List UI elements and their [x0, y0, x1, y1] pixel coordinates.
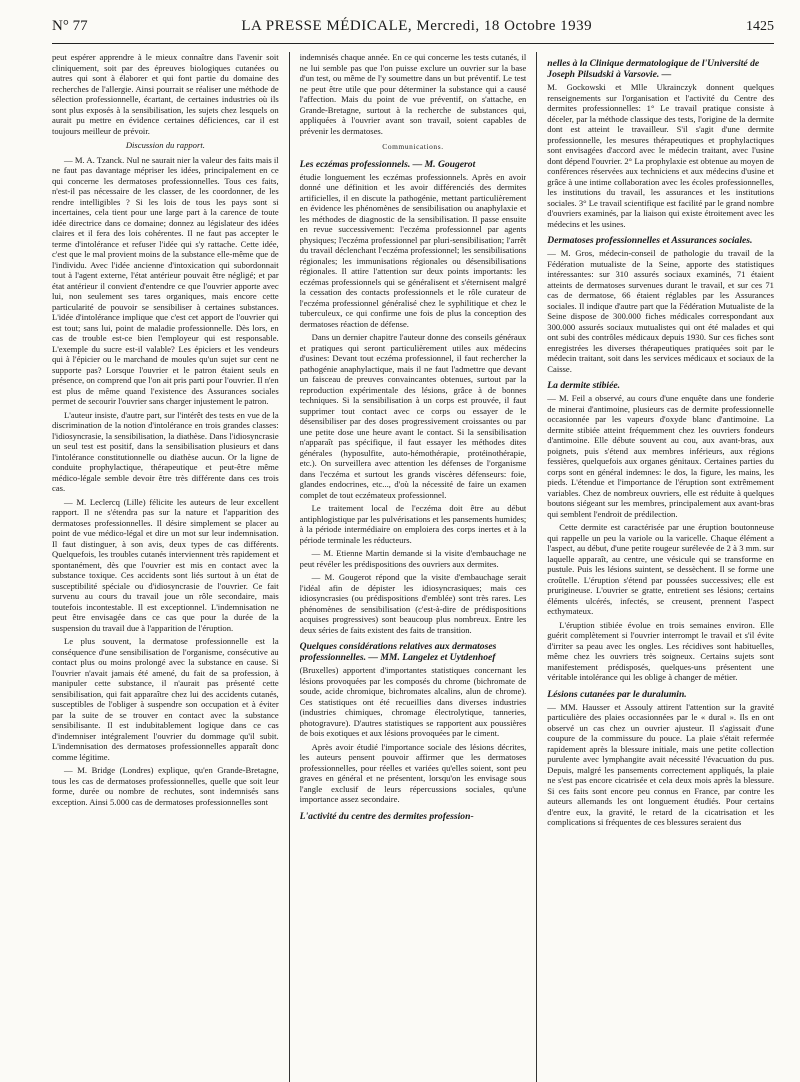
column-1 [52, 52, 279, 1082]
paragraph: Après avoir étudié l'importance sociale des lésions décrites, les auteurs pensent pouvoir affirmer que les dermatoses professionnelles, pour réelles et variées qu'elles soient, sont peu graves en général et ne présentent, lorsqu'on les envisage sous l'angle exclusif de leurs répercussions sociales, qu'une importance assez secondaire. [299, 741, 527, 804]
section-subheading: Communications. [382, 142, 444, 151]
paragraph: Dans un dernier chapitre l'auteur donne des conseils généraux et pratiques qui seront particulièrement utiles aux médecins d'usines: Devant tout eczéma professionnel, il faut rechercher la pathogénie anaphylactique, mais il ne faut l'admettre que devant un faisceau de preuves convaincantes obtenues, surtout par la reproduction expérimentale des lésions, grâce à de bonnes techniques. Si la sensibilisation à un corps est prouvée, il faut supprimer tout contact avec ce corps ou essayer de le désensibiliser par des doses progressivement croissantes ou par une petite dose une heure avant le contact. Si la sensibilisation n'apparaît pas spécifique, il faut essayer les méthodes dites générales (hyposulfite, auto-hémothérapie, protéinothérapie, etc.). On surveillera avec attention les défenses de l'organisme dans l'eczéma et surtout les grands viscères défenseurs: foie, glandes endocrines, etc..., d'où la nécessité de faire un examen complet de tout eczémateux professionnel. [299, 332, 527, 500]
article-heading: La dermite stibiée. [547, 380, 621, 391]
paragraph: — M. Bridge (Londres) explique, qu'en Grande-Bretagne, tous les cas de dermatoses professionnelles, quelle que soit leur forme, durée ou nombre de rechutes, sont indemnisés sans exception. Ainsi 5.000 cas de dermatoses professionnelles sont [52, 765, 279, 807]
paragraph: — M. Leclercq (Lille) félicite les auteurs de leur excellent rapport. Il ne s'étendra pas sur la nature et l'apparition des dermatoses professionnelles. Il désire simplement se placer au point de vue médico-légal et dire un mot sur leur indemnisation. Il faut distinguer, à son avis, deux types de cas différents. Quelquefois, les troubles cutanés interviennent très rapidement et spontanément, dès que l'ouvrier est mis en contact avec la substance toxique. Ces accidents sont liés surtout à un état de susceptibilité spéciale ou d'idiosyncrasie de l'ouvrier. Ce fait survenu au cours du travail joue un rôle secondaire, mais toutefois incontestable. Il est exceptionnel. L'indemnisation ne peut être envisagée dans ce cas que pour la durée de la suspension du travail due à l'apparition de l'éruption. [52, 496, 279, 633]
article-heading: L'activité du centre des dermites profession- [299, 810, 474, 822]
paragraph: — M. A. Tzanck. Nul ne saurait nier la valeur des faits mais il ne faut pas davantage mépriser les idées, principalement en ce qui concerne les dermatoses professionnelles. Tous ces faits, n'est-il pas nécessaire de les classer, de les coordonner, de les rendre intelligibles ? Si les lois de tous les pays sont si incertaines, cela tient pour une large part à la carence de toute idée directrice dans ce domaine; donnez au législateur des idées claires et il fera des lois cohérentes. Il ne faut pas accepter le terme d'intolérance et refuser l'idée qui s'y rattache. Cette idée, c'est que le mal provient moins de la substance elle-même que de l'individu. Avec l'idée ancienne d'intoxication qui subordonnait tout à l'agent externe, l'état antérieur pouvait être négligé; et par état antérieur il convient d'entendre ce que l'ouvrier apporte avec lui, non seulement ses tares organiques, mais encore cette particularité de pouvoir se sensibiliser à certaines substances. L'idée d'intolérance implique que c'est cet apport de l'ouvrier qui est tout; sans lui, point de maladie professionnelle. Dès lors, en cas de trouble est-ce bien l'employeur qui est responsable. L'exemple du sucre est-il valable? Les épiciers et les vendeurs qui à l'épicier ou le marchand de moules qu'un sujet sur cent ne supporte pas? Lorsque l'ouvrier et le patron étaient seuls en présence, on comprend que l'on ait pris parti pour l'ouvrier. Il n'en est plus de même quand l'existence des Assurances sociales permet de secourir l'ouvrier sans charger injustement le patron. [52, 154, 279, 406]
article-heading: nelles à la Clinique dermatologique de l'Université de Joseph Pilsudski à Varsovie. — [547, 58, 760, 80]
article-heading: Dermatoses professionnelles et Assurances sociales. [547, 235, 753, 246]
paragraph: étudie longuement les eczémas professionnels. Après en avoir donné une définition et les avoir différenciés des dermites artificielles, il en discute la pathogénie, mettant particulièrement en évidence les phénomènes de sensibilisation ou anaphylaxie et les méthodes de diagnostic de la sensibilisation. Il passe ensuite en revue successivement: l'eczéma professionnel par agents physiques; l'eczéma professionnel par pluri-sensibilisation; l'arrêt du travail déclenchant l'eczéma professionnel; les sensibilisations régionales; les immunisations régionales ou désensibilisations régionales. Il attire l'attention sur deux points importants: les eczémas professionnels qui se généralisent et s'éternisent malgré la cessation des contacts professionnels et le rôle curateur de l'eczéma professionnel généralisé chez le syphilitique et chez le tuberculeux, ce qui confirme une fois de plus la conception des dermatoses réaction de défense. [299, 171, 527, 329]
article-heading: Quelques considérations relatives aux dermatoses professionnelles. — MM. Langelez et Uytdenhoef [299, 641, 497, 663]
page-header [52, 18, 774, 44]
paragraph: — M. Gros, médecin-conseil de pathologie du travail de la Fédération mutualiste de la Seine, apporte des statistiques intéressantes: sur 310 assurés sociaux examinés, 71 étaient atteints de dermatoses survenues durant le travail, et sur ces 71 cas de dermatose, 66 étaient réglables par les Assurances sociales. Il indique d'autre part que la Fédération Mutualiste de la Seine dispose de 300.000 fiches médicales correspondant aux 300.000 assurés sociaux mutualistes qui ont été malades et qui ont subi des contrôles médicaux depuis 1930. Sur ces fiches sont enregistrées les diverses thérapeutiques pratiquées soit par le médecin traitant, soit dans les services médicaux et sociaux de la Caisse. [547, 248, 774, 374]
paragraph: — M. Etienne Martin demande si la visite d'embauchage ne peut révéler les prédispositions des ouvriers aux dermites. [299, 548, 527, 569]
column-2 [300, 52, 527, 1082]
masthead-title: LA PRESSE MÉDICALE, Mercredi, 18 Octobre 1939 [241, 18, 593, 34]
columns [52, 52, 774, 1082]
paragraph: indemnisés chaque année. En ce qui concerne les tests cutanés, il ne lui semble pas que l'on puisse exclure un ouvrier sur la base d'un test, ou même de l'y soumettre dans un but préventif. Le test ne peut être utile que pour déterminer la substance qui a causé l'affection. Mais du point de vue préventif, on s'attache, en Grande-Bretagne, surtout à la recherche de substances qui, appliquées à l'ouvrier avant son travail, soient capables de prévenir les dermatoses. [299, 52, 527, 136]
column-3 [547, 52, 774, 1082]
paragraph: L'éruption stibiée évolue en trois semaines environ. Elle guérit complètement si l'ouvrier interrompt le travail et s'il évite d'irriter sa peau avec les ongles. Les récidives sont habituelles, même chez les ouvriers très soigneux. Certains sujets sont manifestement prédisposés, quelques-uns présentent une véritable intolérance qui les oblige à changer de métier. [547, 619, 774, 682]
issue-number: N° 77 [52, 18, 88, 34]
paragraph: peut espérer apprendre à le mieux connaître dans l'avenir soit cliniquement, soit par des épreuves biologiques cutanées ou autres qui sont à élaborer et qui font partie du domaine des recherches de l'allergie. Ainsi pourrait se réaliser une méthode de sélection professionnelle, écartant, de certaines industries où ils sont plus exposés à la sensibilisation, les sujets chez lesquels on aurait pu mettre en évidence certaines déficiences, car il est toujours meilleur de prévoir. [52, 52, 279, 136]
page-number: 1425 [745, 19, 774, 34]
paragraph: Le traitement local de l'eczéma doit être au début antiphlogistique par les pulvérisations et les pansements humides; à la période intermédiaire on emploiera des corps inertes et à la période terminale les réducteurs. [299, 503, 527, 545]
article-heading: Lésions cutanées par le duralumin. [547, 688, 687, 700]
article-heading: Les eczémas professionnels. — M. Gougerot [299, 158, 476, 170]
paragraph: L'auteur insiste, d'autre part, sur l'intérêt des tests en vue de la discrimination de la notion d'intolérance en trois grandes classes: l'idiosyncrasie, la sensibilisation, la diathèse. Dans l'idiosyncrasie un seul test est positif, dans la sensibilisation plusieurs et dans l'intolérance constitutionnelle ou diathèse aucun. Or la ligne de conduite prophylactique, thérapeutique et peut-être même médico-légale semble devoir être très différente dans ces trois cas. [52, 409, 279, 493]
column-rule [536, 52, 537, 1082]
paragraph: Le plus souvent, la dermatose professionnelle est la conséquence d'une sensibilisation de l'organisme, consécutive au contact plus ou moins prolongé avec la substance en cause. Si l'ouvrier n'avait jamais été amené, du fait de sa profession, à manipuler cette substance, il n'aurait pas présenté cette sensibilisation, qui fait apparaître chez lui des accidents cutanés, susceptibles de l'obliger à suspendre son occupation et à éviter par la suite de se trouver en contact avec la substance sensibilisante. Il est indubitablement logique dans ce cas d'indemniser intégralement l'ouvrier du dommage qu'il subit. L'indemnisation des dermatoses professionnelles apparaît donc comme légitime. [52, 636, 279, 762]
column-rule [289, 52, 290, 1082]
section-subheading: Discussion du rapport. [125, 140, 205, 150]
paragraph: (Bruxelles) apportent d'importantes statistiques concernant les lésions provoquées par les composés du chrome (bichromate de soude, acide chromique, bichromates alcalins, alun de chrome). Ces statistiques ont été recueillies dans diverses industries (industries chimiques, chromage électrolytique, tanneries, photogravure). D'autres statistiques se rapportent aux poussières de bois exotiques et aux lésions provoquées par le ciment. [299, 665, 527, 738]
paragraph: — M. Gougerot répond que la visite d'embauchage serait l'idéal afin de dépister les idiosyncrasiques; mais ces idiosyncrasies (ou prédispositions d'emblée) sont très rares. Les phénomènes de sensibilisation (c'est-à-dire de prédispositions acquises progressives) sont beaucoup plus nombreux. Entre les deux séries de faits existent des faits de transition. [299, 572, 527, 635]
paragraph: — MM. Hausser et Assouly attirent l'attention sur la gravité particulière des plaies occasionnées par le « dural ». Ils en ont observé un cas chez un ouvrier ajusteur. Il s'agissait d'une coupure de la commissure du pouce. La plaie s'était refermée rapidement après la blessure initiale, mais une petite collection purulente avec lymphangite avait nécessité l'évacuation du pus. Depuis, malgré les pansements correctement appliqués, la plaie ne s'est pas encore cicatrisée et cela deux mois après la blessure. Si ces faits sont encore peu connus en France, par contre les auteurs allemands les ont longuement étudiés. Pour certains d'entre eux, la gravité, le retard de la cicatrisation et les complications si fréquentes de ces blessures seraient dus [547, 701, 774, 827]
paragraph: — M. Feil a observé, au cours d'une enquête dans une fonderie de minerai d'antimoine, plusieurs cas de dermite professionnelle occasionnée par les vapeurs d'oxyde blanc d'antimoine. La dermite stibiée atteint fréquemment chez les ouvriers fondeurs d'antimoine. Elle débute souvent au cou, aux avant-bras, aux poignets, puis s'étend aux membres inférieurs, aux régions fessières, quelquefois aux organes génitaux. Certaines parties du corps sont en général indemnes: le dos, la figure, les mains, les pieds. L'étendue et l'importance de l'éruption sont extrêmement variables. Chez de nombreux ouvriers, elle est réduite à quelques boutons siégeant sur les membres, principalement aux avant-bras qui semblent l'endroit de prédilection. [547, 393, 774, 519]
paragraph: M. Gockowski et Mlle Ukrainczyk donnent quelques renseignements sur l'organisation et l'activité du Centre des dermites professionnelles: 1° Le travail pratique consiste à déceler, par la méthode classique des tests, l'origine de la dermite dont est atteint le travailleur. S'il s'agit d'une dermite professionnelle, les mesures thérapeutiques et prophylactiques sont envisagées d'accord avec le médecin traitant, avec l'usine dont dépend l'ouvrier. 2° La prophylaxie est obtenue au moyen de conférences réservées aux techniciens et aux médecins d'usine et grâce à une intime collaboration avec les écoles professionnelles, les institutions du travail, les assurances et les institutions sociales. 3° Le travail scientifique est facilité par le grand nombre d'ouvriers examinés, par la liaison qui existe étroitement avec les médecins et les usines. [547, 82, 774, 229]
paragraph: Cette dermite est caractérisée par une éruption boutonneuse qui rappelle un peu la variole ou la varicelle. Chaque élément a l'aspect, au début, d'une petite rougeur surélevée de 2 à 3 mm. sur laquelle apparaît, au centre, une vésicule qui se transforme en pustule. Puis les lésions suintent, se dessèchent. Il se forme une croûtelle. L'éruption s'étend par poussées successives; elle est prurigineuse. L'ouvrier se gratte, entretient ses lésions; certains éléments ulcérés, infectés, se creusent, prennent l'aspect ecthymateux. [547, 522, 774, 616]
